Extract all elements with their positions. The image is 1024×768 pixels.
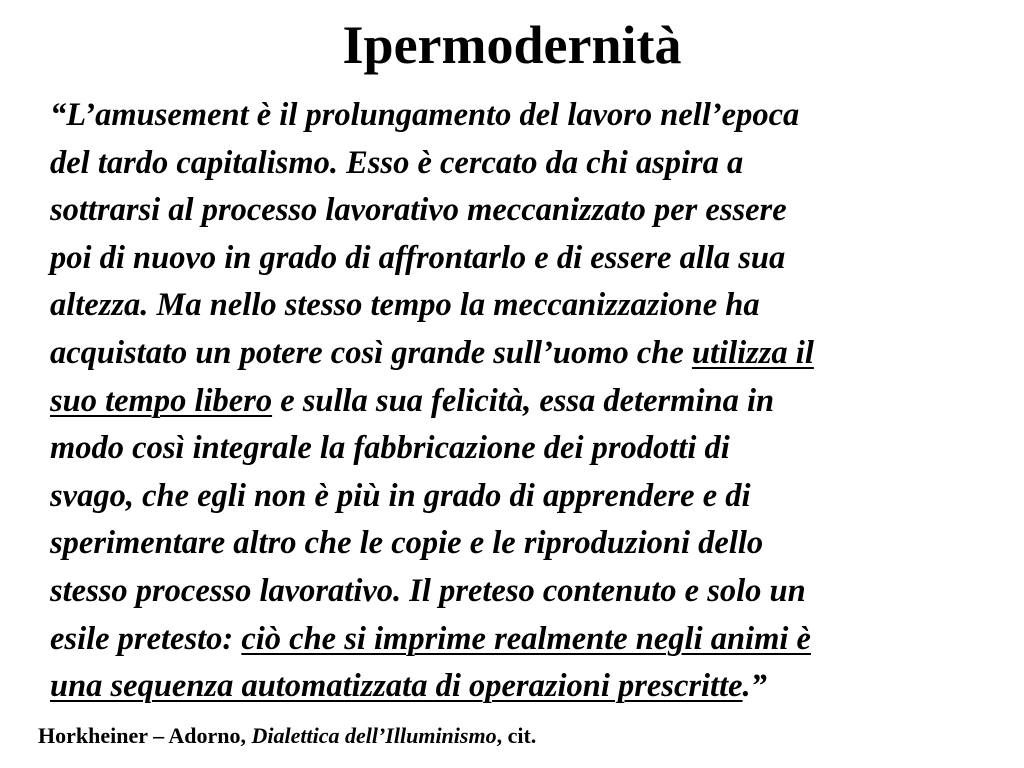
underlined-phrase: utilizza il <box>691 334 814 371</box>
quote-line: stesso processo lavorativo. Il preteso contenuto e solo un <box>50 572 806 609</box>
quote-line: poi di nuovo in grado di affrontarlo e di essere alla sua <box>50 239 786 276</box>
quote-line: una sequenza automatizzata di operazioni prescritte.” <box>50 668 767 705</box>
quote-line: sottrarsi al processo lavorativo meccanizzato per essere <box>50 192 787 229</box>
citation-work-title: Dialettica dell’Illuminismo <box>251 723 497 748</box>
underlined-phrase: ciò che si imprime realmente negli animi è <box>241 620 811 657</box>
citation-authors: Horkheiner – Adorno, <box>38 723 252 748</box>
quote-line: del tardo capitalismo. Esso è cercato da chi aspira a <box>50 144 744 181</box>
citation <box>38 722 536 750</box>
quote-line: esile pretesto: ciò che si imprime realmente negli animi è <box>50 620 811 657</box>
slide-title: Ipermodernità <box>342 15 682 75</box>
quote-line: “L’amusement è il prolungamento del lavoro nell’epoca <box>50 97 800 133</box>
underlined-phrase: una sequenza automatizzata di operazioni prescritte <box>50 668 743 705</box>
quote-line: acquistato un potere così grande sull’uomo che utilizza il <box>50 334 814 371</box>
quote-line: suo tempo libero e sulla sua felicità, essa determina in <box>50 382 775 419</box>
underlined-phrase: suo tempo libero <box>50 382 273 419</box>
quote-block <box>50 92 1020 711</box>
quote-line: altezza. Ma nello stesso tempo la meccanizzazione ha <box>50 287 760 324</box>
quote-line: modo così integrale la fabbricazione dei prodotti di <box>50 430 730 467</box>
quote-line: svago, che egli non è più in grado di apprendere e di <box>50 477 751 514</box>
citation-ref: , cit. <box>496 723 537 748</box>
quote-line: sperimentare altro che le copie e le riproduzioni dello <box>50 525 764 562</box>
